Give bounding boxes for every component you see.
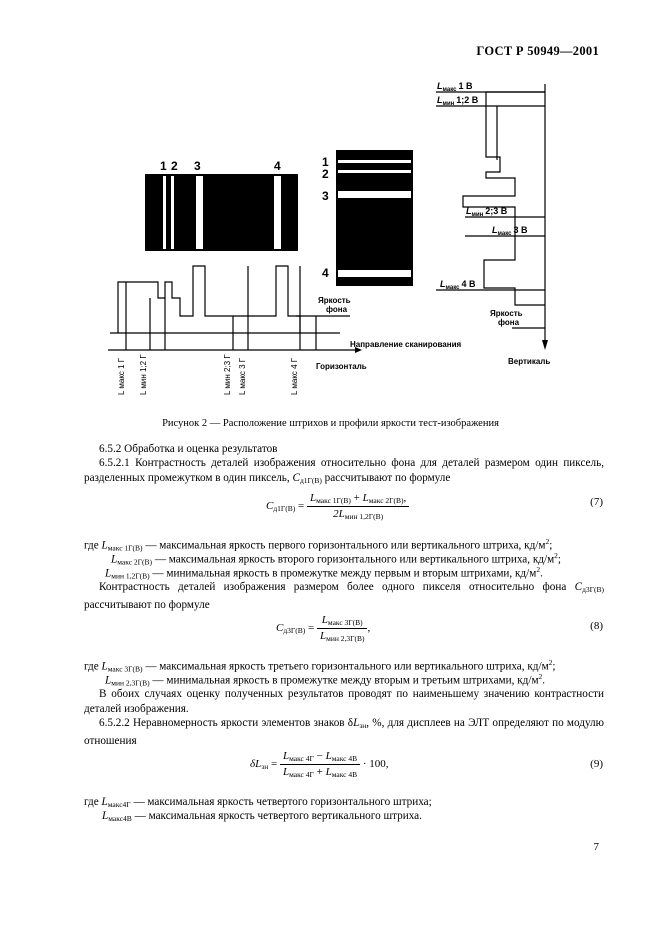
test-image-figure: [0, 0, 661, 400]
v-num-4: 4: [322, 266, 329, 280]
where-7: $L_{макс4В}$ — максимальная яркость четвертого вертикального штриха.: [102, 810, 422, 823]
stroke-num-3: 3: [194, 159, 201, 173]
where-2: $L_{макс 2Г(В)}$ — максимальная яркость второго горизонтального или вертикального штриха, $кд/м^2$;: [111, 551, 562, 567]
v-stroke-2: [338, 170, 411, 173]
v-stroke-4: [338, 270, 411, 277]
v-num-1: 1: [322, 155, 329, 169]
formula-8: $C_{д3Г(В)}$ = $\frac{L_{макс 3Г(В)}}{L_{мин 2,3Г(В)}}$ ,: [276, 614, 371, 643]
page-header: ГОСТ Р 50949—2001: [476, 44, 599, 58]
where-4: где $L_{макс 3Г(В)}$ — максимальная яркость третьего горизонтального или вертикального штриха, $кд/м^2$;: [84, 658, 556, 674]
horizontal-axis-label: Горизонталь: [316, 362, 367, 371]
vertical-axis-label: Вертикаль: [508, 357, 551, 366]
para-6-5-2-1: 6.5.2.1 Контрастность деталей изображения относительно фона для деталей размером один пиксель, разделенных промежутком в один пиксель, $C_{д1Г(В)}$ рассчитывают по формуле: [84, 457, 604, 485]
v-lmax4: $L_{макс}$ 4 В: [440, 279, 476, 291]
para-contrast-2: Контрастность деталей изображения размером более одного пикселя относительно фона $C_{д3Г(В)}$ рассчитывают по формуле: [84, 581, 605, 611]
stroke-num-1: 1: [160, 159, 167, 173]
v-lmin12: $L_{мин}$ 1;2 В: [437, 95, 479, 107]
h-lmax4: L макс 4 Г: [290, 357, 299, 395]
where-1: где $L_{макс 1Г(В)}$ — максимальная яркость первого горизонтального или вертикального штриха, $кд/м^2$;: [84, 537, 553, 553]
section-6-5-2: 6.5.2 Обработка и оценка результатов: [99, 443, 278, 455]
v-num-3: 3: [322, 189, 329, 203]
formula-9: $\delta L_{зн}$ = $\frac{L_{макс 4Г} - L_{макс 4В}}{L_{макс 4Г} + L_{макс 4В}}$ · 100,: [250, 750, 389, 779]
v-stroke-1: [338, 160, 411, 163]
v-stroke-3: [338, 191, 411, 198]
v-lmin23: $L_{мин}$ 2;3 В: [466, 206, 508, 218]
h-lmax1: L макс 1 Г: [117, 357, 126, 395]
h-stroke-4: [274, 176, 281, 249]
formula-7: $C_{д1Г(В)}$ = $\frac{L_{макс 1Г(В)} + L_{макс 2Г(В)},}{2L_{мин 1,2Г(В)}}$: [266, 492, 409, 521]
scan-direction-label: Направление сканирования: [350, 340, 462, 349]
h-lmax3: L макс 3 Г: [238, 357, 247, 395]
figure-caption: Рисунок 2 — Расположение штрихов и профили яркости тест-изображения: [162, 418, 499, 429]
h-lmin23: L мин 2;3 Г: [223, 354, 232, 395]
formula-9-number: (9): [590, 758, 603, 770]
h-bright-bg-1: Яркость: [318, 296, 351, 305]
para-6-5-2-2: 6.5.2.2 Неравномерность яркости элементов знаков $\delta L_{зн}$, %, для дисплеев на ЭЛТ определяют по модулю отношения: [84, 717, 604, 747]
h-lmin12: L мин 1;2 Г: [139, 354, 148, 395]
v-num-2: 2: [322, 167, 329, 181]
formula-7-number: (7): [590, 496, 603, 508]
h-stroke-3: [196, 176, 203, 249]
where-5: $L_{мин 2,3Г(В)}$ — минимальная яркость в промежутке между вторым и третьим штрихами, $кд/м^2$.: [105, 672, 546, 688]
h-bright-bg-2: фона: [326, 305, 348, 314]
h-stroke-1: [163, 176, 166, 249]
stroke-num-4: 4: [274, 159, 281, 173]
page-number: 7: [593, 841, 599, 853]
h-stroke-2: [171, 176, 174, 249]
para-both-cases: В обоих случаях оценку полученных результатов проводят по наименьшему значению контрастности деталей изображения.: [84, 688, 604, 715]
v-lmax1: $L_{макс}$ 1 В: [437, 81, 473, 93]
horizontal-profile: [108, 266, 355, 350]
formula-8-number: (8): [590, 620, 603, 632]
stroke-num-2: 2: [171, 159, 178, 173]
where-3: $L_{мин 1,2Г(В)}$ — минимальная яркость в промежутке между первым и вторым штрихами, $кд/м^2$.: [105, 565, 543, 581]
v-lmax3: $L_{макс}$ 3 В: [492, 225, 528, 237]
v-bright-bg-1: Яркость: [490, 309, 523, 318]
vertical-arrow: [542, 340, 548, 350]
v-bright-bg-2: фона: [498, 318, 520, 327]
where-6: где $L_{макс4Г}$ — максимальная яркость четвертого горизонтального штриха;: [84, 796, 432, 809]
